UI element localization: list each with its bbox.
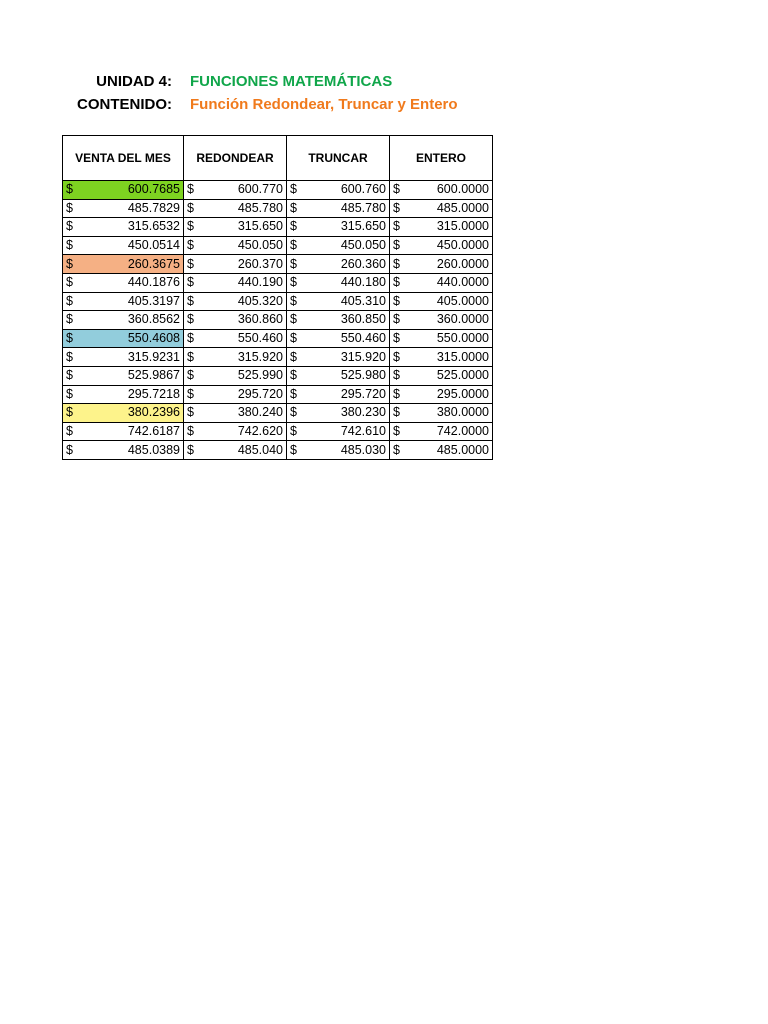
entero-cell[interactable]	[390, 366, 493, 385]
redondear-cell[interactable]	[184, 292, 287, 311]
cell-value: 315.0000	[436, 349, 489, 364]
venta-cell[interactable]	[63, 404, 184, 423]
currency-symbol: $	[393, 312, 400, 327]
table-header-row	[63, 136, 493, 181]
currency-symbol: $	[66, 256, 73, 271]
cell-value: 315.920	[340, 349, 386, 364]
cell-value: 525.990	[237, 368, 283, 383]
currency-symbol: $	[187, 182, 194, 197]
currency-symbol: $	[66, 331, 73, 346]
cell-value: 550.4608	[127, 331, 180, 346]
venta-cell[interactable]	[63, 218, 184, 237]
column-header-truncar: TRUNCAR	[287, 136, 390, 181]
cell-value: 295.0000	[436, 386, 489, 401]
unidad-label: UNIDAD 4:	[96, 73, 172, 90]
cell-value: 450.0000	[436, 238, 489, 253]
currency-symbol: $	[66, 386, 73, 401]
cell-value: 260.370	[237, 256, 283, 271]
truncar-cell[interactable]	[287, 181, 390, 200]
cell-value: 742.610	[340, 424, 386, 439]
table-row	[63, 218, 493, 237]
cell-value: 315.9231	[127, 349, 180, 364]
currency-symbol: $	[393, 256, 400, 271]
currency-symbol: $	[290, 331, 297, 346]
sales-table	[62, 135, 493, 460]
contenido-row	[0, 93, 768, 116]
currency-symbol: $	[66, 405, 73, 420]
cell-value: 260.3675	[127, 256, 180, 271]
cell-value: 315.920	[237, 349, 283, 364]
table-row	[63, 181, 493, 200]
cell-value: 450.050	[340, 238, 386, 253]
currency-symbol: $	[290, 293, 297, 308]
cell-value: 260.0000	[436, 256, 489, 271]
cell-value: 380.2396	[127, 405, 180, 420]
currency-symbol: $	[393, 275, 400, 290]
unidad-value: FUNCIONES MATEMÁTICAS	[190, 73, 393, 90]
table-row	[63, 329, 493, 348]
currency-symbol: $	[393, 349, 400, 364]
truncar-cell[interactable]	[287, 422, 390, 441]
currency-symbol: $	[290, 424, 297, 439]
currency-symbol: $	[290, 405, 297, 420]
currency-symbol: $	[187, 424, 194, 439]
cell-value: 600.7685	[127, 182, 180, 197]
cell-value: 525.980	[340, 368, 386, 383]
venta-cell[interactable]	[63, 311, 184, 330]
cell-value: 360.8562	[127, 312, 180, 327]
currency-symbol: $	[66, 293, 73, 308]
truncar-cell[interactable]	[287, 329, 390, 348]
cell-value: 360.850	[340, 312, 386, 327]
entero-cell[interactable]	[390, 292, 493, 311]
venta-cell[interactable]	[63, 236, 184, 255]
currency-symbol: $	[393, 219, 400, 234]
cell-value: 405.3197	[127, 293, 180, 308]
cell-value: 485.0389	[127, 442, 180, 457]
truncar-cell[interactable]	[287, 441, 390, 460]
cell-value: 380.240	[237, 405, 283, 420]
table-row	[63, 348, 493, 367]
currency-symbol: $	[187, 349, 194, 364]
currency-symbol: $	[66, 200, 73, 215]
cell-value: 260.360	[340, 256, 386, 271]
cell-value: 485.0000	[436, 200, 489, 215]
redondear-cell[interactable]	[184, 422, 287, 441]
currency-symbol: $	[187, 238, 194, 253]
currency-symbol: $	[187, 256, 194, 271]
cell-value: 600.760	[340, 182, 386, 197]
venta-cell[interactable]	[63, 199, 184, 218]
currency-symbol: $	[290, 238, 297, 253]
cell-value: 525.0000	[436, 368, 489, 383]
currency-symbol: $	[393, 238, 400, 253]
currency-symbol: $	[66, 312, 73, 327]
entero-cell[interactable]	[390, 329, 493, 348]
currency-symbol: $	[393, 405, 400, 420]
entero-cell[interactable]	[390, 422, 493, 441]
truncar-cell[interactable]	[287, 218, 390, 237]
currency-symbol: $	[187, 442, 194, 457]
currency-symbol: $	[66, 442, 73, 457]
table-row	[63, 366, 493, 385]
currency-symbol: $	[66, 238, 73, 253]
entero-cell[interactable]	[390, 273, 493, 292]
currency-symbol: $	[187, 405, 194, 420]
cell-value: 295.7218	[127, 386, 180, 401]
redondear-cell[interactable]	[184, 236, 287, 255]
currency-symbol: $	[66, 424, 73, 439]
currency-symbol: $	[290, 368, 297, 383]
venta-cell[interactable]	[63, 366, 184, 385]
unidad-row	[0, 70, 768, 93]
column-header-venta: VENTA DEL MES	[63, 136, 184, 181]
truncar-cell[interactable]	[287, 348, 390, 367]
currency-symbol: $	[393, 293, 400, 308]
currency-symbol: $	[187, 368, 194, 383]
cell-value: 485.780	[237, 200, 283, 215]
cell-value: 440.180	[340, 275, 386, 290]
cell-value: 485.0000	[436, 442, 489, 457]
truncar-cell[interactable]	[287, 366, 390, 385]
table-row	[63, 199, 493, 218]
redondear-cell[interactable]	[184, 273, 287, 292]
redondear-cell[interactable]	[184, 441, 287, 460]
entero-cell[interactable]	[390, 218, 493, 237]
truncar-cell[interactable]	[287, 199, 390, 218]
cell-value: 485.030	[340, 442, 386, 457]
table-body	[63, 181, 493, 460]
contenido-value: Función Redondear, Truncar y Entero	[190, 96, 458, 113]
venta-cell[interactable]	[63, 441, 184, 460]
cell-value: 405.310	[340, 293, 386, 308]
currency-symbol: $	[187, 386, 194, 401]
table-row	[63, 292, 493, 311]
cell-value: 485.7829	[127, 200, 180, 215]
entero-cell[interactable]	[390, 385, 493, 404]
cell-value: 600.770	[237, 182, 283, 197]
redondear-cell[interactable]	[184, 181, 287, 200]
document-header	[0, 70, 768, 116]
currency-symbol: $	[393, 386, 400, 401]
currency-symbol: $	[187, 312, 194, 327]
currency-symbol: $	[187, 331, 194, 346]
currency-symbol: $	[393, 331, 400, 346]
entero-cell[interactable]	[390, 348, 493, 367]
entero-cell[interactable]	[390, 404, 493, 423]
cell-value: 405.320	[237, 293, 283, 308]
table-row	[63, 441, 493, 460]
currency-symbol: $	[66, 275, 73, 290]
currency-symbol: $	[290, 182, 297, 197]
contenido-label: CONTENIDO:	[77, 96, 172, 113]
currency-symbol: $	[290, 275, 297, 290]
redondear-cell[interactable]	[184, 329, 287, 348]
cell-value: 440.1876	[127, 275, 180, 290]
venta-cell[interactable]	[63, 255, 184, 274]
currency-symbol: $	[66, 349, 73, 364]
truncar-cell[interactable]	[287, 385, 390, 404]
redondear-cell[interactable]	[184, 311, 287, 330]
venta-cell[interactable]	[63, 329, 184, 348]
entero-cell[interactable]	[390, 181, 493, 200]
cell-value: 295.720	[340, 386, 386, 401]
currency-symbol: $	[393, 200, 400, 215]
currency-symbol: $	[393, 368, 400, 383]
truncar-cell[interactable]	[287, 236, 390, 255]
cell-value: 742.6187	[127, 424, 180, 439]
entero-cell[interactable]	[390, 236, 493, 255]
currency-symbol: $	[187, 200, 194, 215]
cell-value: 550.460	[340, 331, 386, 346]
currency-symbol: $	[290, 200, 297, 215]
cell-value: 450.0514	[127, 238, 180, 253]
column-header-redondear: REDONDEAR	[184, 136, 287, 181]
cell-value: 550.0000	[436, 331, 489, 346]
cell-value: 440.190	[237, 275, 283, 290]
cell-value: 550.460	[237, 331, 283, 346]
currency-symbol: $	[290, 442, 297, 457]
currency-symbol: $	[290, 386, 297, 401]
currency-symbol: $	[393, 442, 400, 457]
cell-value: 360.0000	[436, 312, 489, 327]
venta-cell[interactable]	[63, 273, 184, 292]
redondear-cell[interactable]	[184, 385, 287, 404]
currency-symbol: $	[66, 182, 73, 197]
truncar-cell[interactable]	[287, 404, 390, 423]
currency-symbol: $	[187, 275, 194, 290]
currency-symbol: $	[393, 182, 400, 197]
cell-value: 485.780	[340, 200, 386, 215]
currency-symbol: $	[187, 293, 194, 308]
currency-symbol: $	[290, 219, 297, 234]
cell-value: 315.0000	[436, 219, 489, 234]
truncar-cell[interactable]	[287, 292, 390, 311]
cell-value: 295.720	[237, 386, 283, 401]
column-header-entero: ENTERO	[390, 136, 493, 181]
table-row	[63, 236, 493, 255]
truncar-cell[interactable]	[287, 273, 390, 292]
redondear-cell[interactable]	[184, 199, 287, 218]
entero-cell[interactable]	[390, 441, 493, 460]
venta-cell[interactable]	[63, 385, 184, 404]
truncar-cell[interactable]	[287, 255, 390, 274]
cell-value: 315.650	[340, 219, 386, 234]
currency-symbol: $	[290, 349, 297, 364]
venta-cell[interactable]	[63, 292, 184, 311]
cell-value: 485.040	[237, 442, 283, 457]
entero-cell[interactable]	[390, 255, 493, 274]
currency-symbol: $	[290, 312, 297, 327]
table-row	[63, 311, 493, 330]
cell-value: 380.230	[340, 405, 386, 420]
cell-value: 525.9867	[127, 368, 180, 383]
venta-cell[interactable]	[63, 181, 184, 200]
cell-value: 450.050	[237, 238, 283, 253]
venta-cell[interactable]	[63, 348, 184, 367]
cell-value: 405.0000	[436, 293, 489, 308]
currency-symbol: $	[290, 256, 297, 271]
currency-symbol: $	[187, 219, 194, 234]
redondear-cell[interactable]	[184, 366, 287, 385]
currency-symbol: $	[66, 219, 73, 234]
currency-symbol: $	[393, 424, 400, 439]
currency-symbol: $	[66, 368, 73, 383]
table-row	[63, 385, 493, 404]
redondear-cell[interactable]	[184, 404, 287, 423]
cell-value: 315.650	[237, 219, 283, 234]
table-row	[63, 273, 493, 292]
cell-value: 742.620	[237, 424, 283, 439]
cell-value: 360.860	[237, 312, 283, 327]
redondear-cell[interactable]	[184, 348, 287, 367]
truncar-cell[interactable]	[287, 311, 390, 330]
cell-value: 440.0000	[436, 275, 489, 290]
entero-cell[interactable]	[390, 311, 493, 330]
venta-cell[interactable]	[63, 422, 184, 441]
cell-value: 600.0000	[436, 182, 489, 197]
cell-value: 380.0000	[436, 405, 489, 420]
table-row	[63, 255, 493, 274]
cell-value: 315.6532	[127, 219, 180, 234]
table-row	[63, 404, 493, 423]
cell-value: 742.0000	[436, 424, 489, 439]
redondear-cell[interactable]	[184, 255, 287, 274]
entero-cell[interactable]	[390, 199, 493, 218]
redondear-cell[interactable]	[184, 218, 287, 237]
table-row	[63, 422, 493, 441]
